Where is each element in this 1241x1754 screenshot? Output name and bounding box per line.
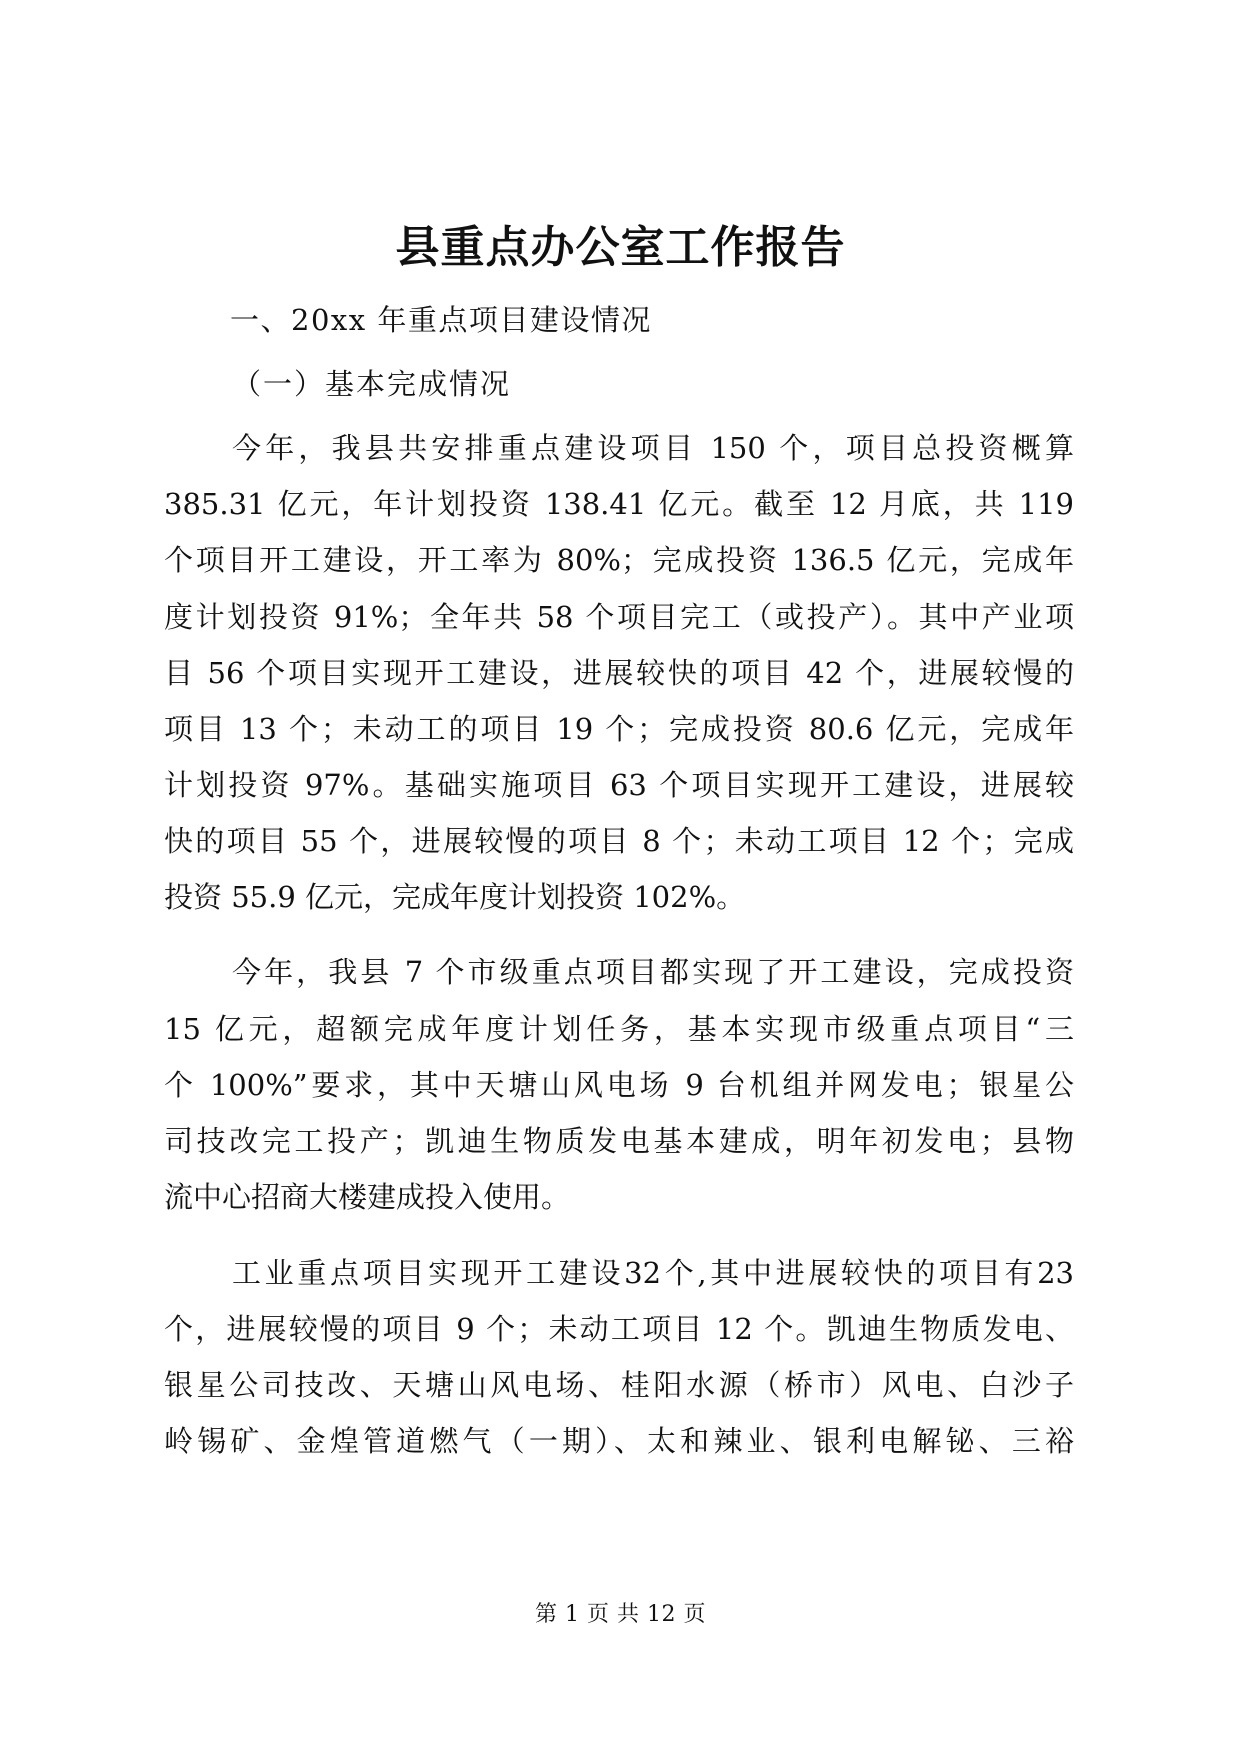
document-title: 县重点办公室工作报告 bbox=[395, 222, 846, 273]
text-line: 投资 55.9 亿元，完成年度计划投资 102%。 bbox=[164, 880, 746, 914]
text-line: 银星公司技改、天塘山风电场、桂阳水源（桥市）风电、白沙子 bbox=[164, 1368, 1074, 1402]
page-footer: 第 1 页 共 12 页 bbox=[535, 1602, 706, 1627]
subsection-heading: （一）基本完成情况 bbox=[232, 367, 512, 401]
text-line: 工业重点项目实现开工建设32个,其中进展较快的项目有23 bbox=[232, 1256, 1074, 1290]
text-line: 项目 13 个；未动工的项目 19 个；完成投资 80.6 亿元，完成年 bbox=[164, 712, 1074, 746]
text-line: 个项目开工建设，开工率为 80%；完成投资 136.5 亿元，完成年 bbox=[164, 543, 1074, 577]
text-line: 岭锡矿、金煌管道燃气（一期）、太和辣业、银利电解铋、三裕 bbox=[164, 1424, 1074, 1458]
text-line: 度计划投资 91%；全年共 58 个项目完工（或投产）。其中产业项 bbox=[164, 600, 1074, 634]
text-line: 司技改完工投产；凯迪生物质发电基本建成，明年初发电；县物 bbox=[164, 1124, 1074, 1158]
text-line: 计划投资 97%。基础实施项目 63 个项目实现开工建设，进展较 bbox=[164, 768, 1074, 802]
text-line: 385.31 亿元，年计划投资 138.41 亿元。截至 12 月底，共 119 bbox=[164, 487, 1074, 521]
text-line: 目 56 个项目实现开工建设，进展较快的项目 42 个，进展较慢的 bbox=[164, 656, 1074, 690]
text-line: 流中心招商大楼建成投入使用。 bbox=[164, 1180, 571, 1214]
text-line: 今年，我县 7 个市级重点项目都实现了开工建设，完成投资 bbox=[232, 955, 1074, 989]
text-line: 快的项目 55 个，进展较慢的项目 8 个；未动工项目 12 个；完成 bbox=[164, 824, 1074, 858]
text-line: 个 100%”要求，其中天塘山风电场 9 台机组并网发电；银星公 bbox=[164, 1068, 1074, 1102]
text-line: 今年，我县共安排重点建设项目 150 个，项目总投资概算 bbox=[232, 431, 1074, 465]
section-heading: 一、20xx 年重点项目建设情况 bbox=[230, 303, 652, 337]
text-line: 15 亿元，超额完成年度计划任务，基本实现市级重点项目“三 bbox=[164, 1012, 1074, 1046]
text-line: 个，进展较慢的项目 9 个；未动工项目 12 个。凯迪生物质发电、 bbox=[164, 1312, 1074, 1346]
